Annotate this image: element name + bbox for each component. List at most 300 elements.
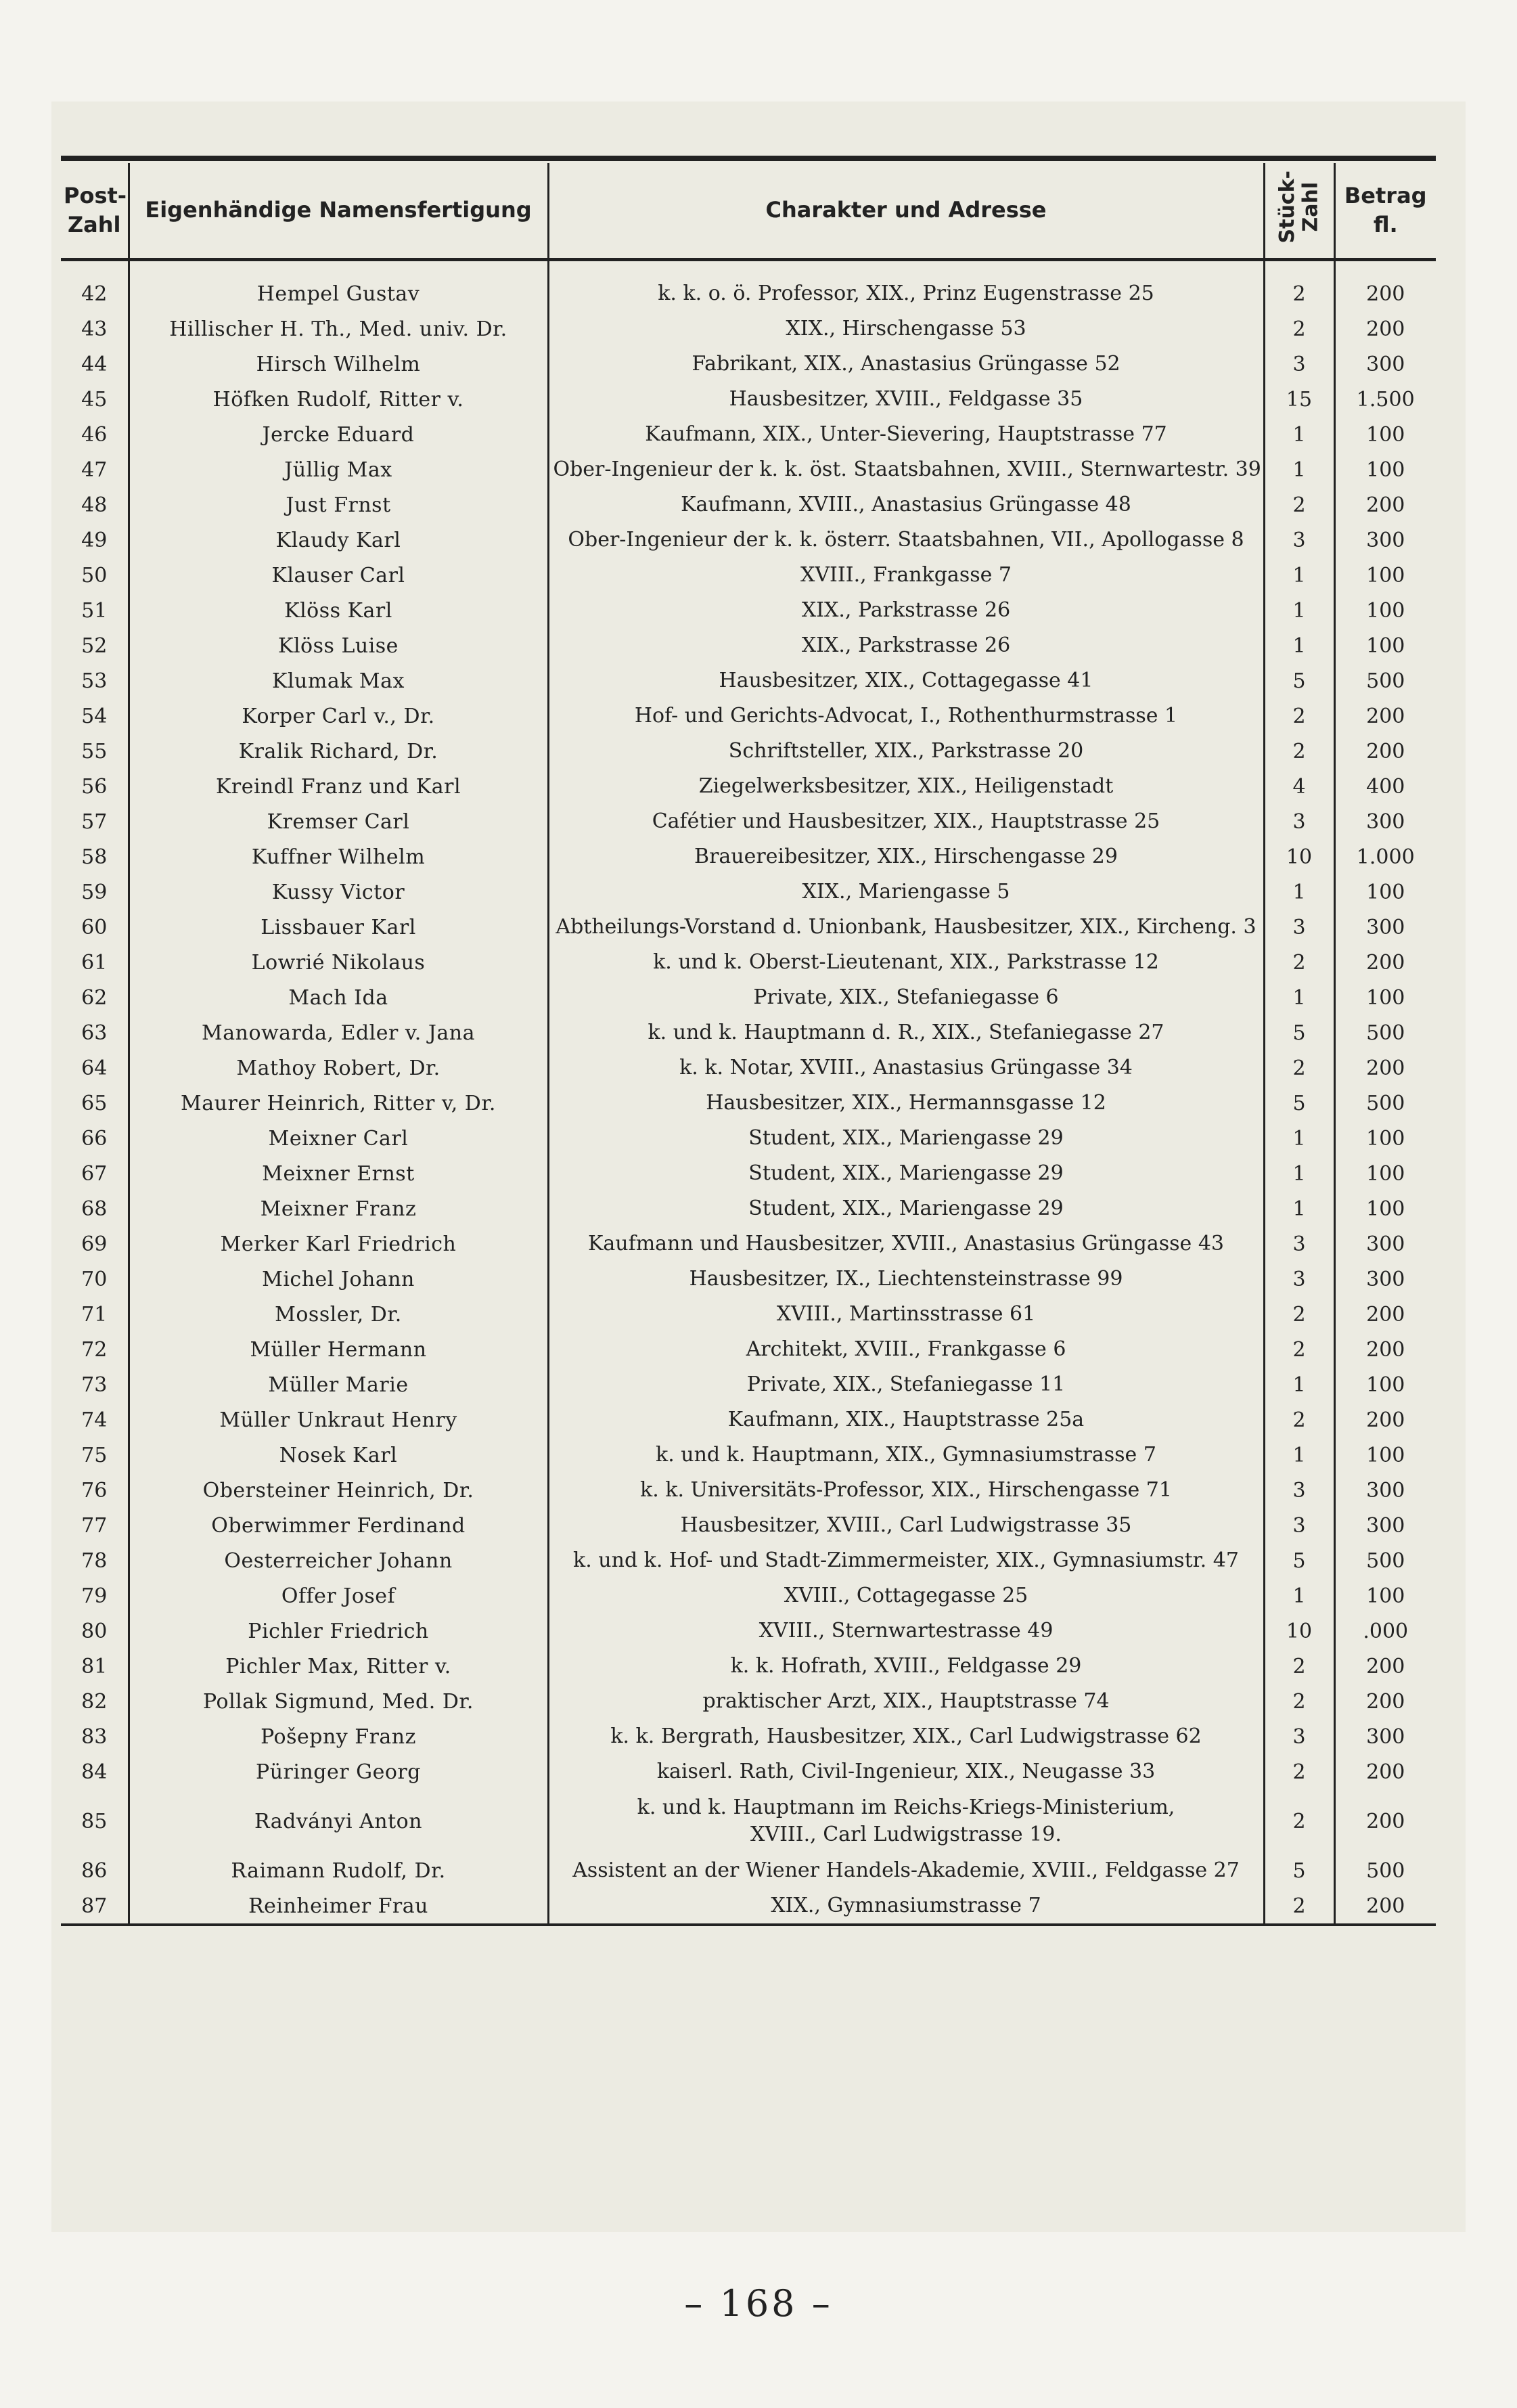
row-address — [548, 593, 1264, 628]
row-betrag: .000 — [1363, 1619, 1409, 1643]
row-address-line: k. und k. Oberst-Lieutenant, XIX., Parkstrasse 12 — [653, 950, 1159, 974]
row-post-zahl: 49 — [61, 522, 129, 558]
row-name: Korper Carl v., Dr. — [129, 698, 548, 734]
table-row — [61, 1086, 1436, 1121]
row-post-zahl: 65 — [61, 1086, 129, 1121]
row-address-line: k. und k. Hauptmann d. R., XIX., Stefaniegasse 27 — [648, 1021, 1164, 1044]
row-post-zahl: 69 — [61, 1226, 129, 1262]
row-address-line: Kaufmann und Hausbesitzer, XVIII., Anastasius Grüngasse 43 — [588, 1232, 1224, 1255]
row-address-line: XIX., Mariengasse 5 — [802, 880, 1010, 904]
row-address-line: XVIII., Cottagegasse 25 — [784, 1584, 1028, 1607]
row-betrag: 300 — [1366, 809, 1405, 834]
table-row — [61, 839, 1436, 874]
table-body — [61, 260, 1436, 1924]
row-betrag: 300 — [1366, 352, 1405, 376]
row-post-zahl: 86 — [61, 1853, 129, 1888]
row-betrag: 200 — [1366, 1809, 1405, 1833]
row-betrag: 100 — [1366, 458, 1405, 482]
row-address — [548, 1297, 1264, 1332]
table-row — [61, 311, 1436, 347]
row-address-line: Ziegelwerksbesitzer, XIX., Heiligenstadt — [698, 774, 1114, 798]
row-post-zahl: 43 — [61, 311, 129, 347]
row-address — [548, 417, 1264, 452]
table-row — [61, 663, 1436, 698]
row-post-zahl: 56 — [61, 769, 129, 804]
row-post-zahl: 62 — [61, 980, 129, 1015]
row-name: Pichler Max, Ritter v. — [129, 1649, 548, 1684]
row-betrag: 100 — [1366, 598, 1405, 623]
row-address-line: XIX., Parkstrasse 26 — [801, 598, 1011, 622]
header-name: Eigenhändige Namensfertigung — [129, 163, 548, 260]
row-address — [548, 1719, 1264, 1754]
row-address-line: Cafétier und Hausbesitzer, XIX., Hauptstrasse 25 — [652, 809, 1160, 833]
row-stueck-zahl: 1 — [1264, 1437, 1334, 1473]
row-post-zahl: 82 — [61, 1684, 129, 1719]
row-stueck-zahl: 1 — [1264, 593, 1334, 628]
row-stueck-zahl: 2 — [1264, 260, 1334, 312]
row-stueck-zahl: 5 — [1264, 663, 1334, 698]
row-post-zahl: 61 — [61, 945, 129, 980]
row-stueck-zahl: 2 — [1264, 1684, 1334, 1719]
row-name: Reinheimer Frau — [129, 1888, 548, 1923]
row-name: Meixner Ernst — [129, 1156, 548, 1191]
row-name: Pollak Sigmund, Med. Dr. — [129, 1684, 548, 1719]
table-row — [61, 734, 1436, 769]
row-betrag: 100 — [1366, 563, 1405, 587]
table-row — [61, 1508, 1436, 1543]
row-address — [548, 1508, 1264, 1543]
row-betrag: 100 — [1366, 1443, 1405, 1467]
row-betrag: 500 — [1366, 1548, 1405, 1573]
row-betrag: 500 — [1366, 669, 1405, 693]
row-address-line: Student, XIX., Mariengasse 29 — [748, 1126, 1064, 1150]
row-address — [548, 1578, 1264, 1613]
table-row — [61, 874, 1436, 910]
row-name: Maurer Heinrich, Ritter v, Dr. — [129, 1086, 548, 1121]
row-post-zahl: 59 — [61, 874, 129, 910]
row-name: Kussy Victor — [129, 874, 548, 910]
row-stueck-zahl: 1 — [1264, 417, 1334, 452]
row-betrag: 100 — [1366, 1126, 1405, 1151]
row-stueck-zahl: 2 — [1264, 1754, 1334, 1789]
row-address — [548, 1853, 1264, 1888]
row-name: Offer Josef — [129, 1578, 548, 1613]
row-name: Müller Marie — [129, 1367, 548, 1402]
row-address-line: k. und k. Hof- und Stadt-Zimmermeister, XIX., Gymnasiumstr. 47 — [573, 1548, 1239, 1572]
row-address — [548, 1684, 1264, 1719]
row-name: Müller Unkraut Henry — [129, 1402, 548, 1437]
table-bottom-rule — [61, 1923, 1436, 1926]
row-address-line: XIX., Gymnasiumstrasse 7 — [771, 1894, 1041, 1917]
row-post-zahl: 72 — [61, 1332, 129, 1367]
row-betrag: 100 — [1366, 633, 1405, 658]
row-stueck-zahl: 5 — [1264, 1853, 1334, 1888]
row-post-zahl: 52 — [61, 628, 129, 663]
row-betrag: 200 — [1366, 1760, 1405, 1784]
row-name: Mach Ida — [129, 980, 548, 1015]
table-row — [61, 1262, 1436, 1297]
row-name: Klaudy Karl — [129, 522, 548, 558]
table-row — [61, 522, 1436, 558]
row-address — [548, 910, 1264, 945]
row-stueck-zahl: 15 — [1264, 382, 1334, 417]
row-address-line: Hausbesitzer, XIX., Hermannsgasse 12 — [706, 1091, 1106, 1115]
row-address-line: XIX., Parkstrasse 26 — [801, 633, 1011, 657]
row-betrag: 200 — [1366, 1056, 1405, 1080]
row-stueck-zahl: 2 — [1264, 1332, 1334, 1367]
row-stueck-zahl: 3 — [1264, 1719, 1334, 1754]
row-address-line: k. k. Hofrath, XVIII., Feldgasse 29 — [730, 1654, 1082, 1678]
row-betrag: 200 — [1366, 1408, 1405, 1432]
row-name: Raimann Rudolf, Dr. — [129, 1853, 548, 1888]
row-name: Radványi Anton — [129, 1789, 548, 1853]
row-post-zahl: 81 — [61, 1649, 129, 1684]
row-betrag: 1.500 — [1356, 387, 1415, 411]
row-stueck-zahl: 2 — [1264, 1888, 1334, 1923]
row-betrag: 100 — [1366, 422, 1405, 447]
row-stueck-zahl: 3 — [1264, 1226, 1334, 1262]
row-betrag: 100 — [1366, 1373, 1405, 1397]
row-post-zahl: 63 — [61, 1015, 129, 1050]
row-address — [548, 769, 1264, 804]
row-name: Pichler Friedrich — [129, 1613, 548, 1649]
table-row — [61, 1684, 1436, 1719]
row-stueck-zahl: 1 — [1264, 1578, 1334, 1613]
row-address-line: k. und k. Hauptmann im Reichs-Kriegs-Ministerium, — [637, 1796, 1175, 1819]
row-stueck-zahl: 1 — [1264, 1121, 1334, 1156]
table-row — [61, 804, 1436, 839]
row-stueck-zahl: 2 — [1264, 1050, 1334, 1086]
table-row — [61, 487, 1436, 522]
table-row — [61, 769, 1436, 804]
row-address-line: XVIII., Frankgasse 7 — [800, 563, 1012, 587]
row-address — [548, 1402, 1264, 1437]
table-top-rule — [61, 156, 1436, 161]
row-stueck-zahl: 1 — [1264, 874, 1334, 910]
row-stueck-zahl: 2 — [1264, 1789, 1334, 1853]
row-address-line: Kaufmann, XIX., Hauptstrasse 25a — [727, 1408, 1085, 1431]
row-address — [548, 1367, 1264, 1402]
row-post-zahl: 58 — [61, 839, 129, 874]
row-post-zahl: 45 — [61, 382, 129, 417]
page-number: – 168 – — [684, 2282, 833, 2325]
table-row — [61, 1402, 1436, 1437]
table-row — [61, 1367, 1436, 1402]
row-address — [548, 311, 1264, 347]
row-name: Kuffner Wilhelm — [129, 839, 548, 874]
row-stueck-zahl: 1 — [1264, 558, 1334, 593]
row-address — [548, 980, 1264, 1015]
row-address — [548, 452, 1264, 487]
row-address-line: k. k. Notar, XVIII., Anastasius Grüngasse 34 — [679, 1056, 1133, 1079]
row-name: Oberwimmer Ferdinand — [129, 1508, 548, 1543]
row-stueck-zahl: 2 — [1264, 487, 1334, 522]
row-name: Klöss Karl — [129, 593, 548, 628]
table-row — [61, 1853, 1436, 1888]
row-address — [548, 628, 1264, 663]
row-address-line: XVIII., Sternwartestrasse 49 — [758, 1619, 1054, 1643]
table-row — [61, 1649, 1436, 1684]
table-row — [61, 1613, 1436, 1649]
row-betrag: 200 — [1366, 1302, 1405, 1326]
row-post-zahl: 44 — [61, 347, 129, 382]
table-row — [61, 1297, 1436, 1332]
row-betrag: 200 — [1366, 282, 1405, 306]
row-address — [548, 1754, 1264, 1789]
row-address — [548, 698, 1264, 734]
row-post-zahl: 68 — [61, 1191, 129, 1226]
row-name: Kreindl Franz und Karl — [129, 769, 548, 804]
row-post-zahl: 42 — [61, 260, 129, 312]
row-stueck-zahl: 1 — [1264, 1367, 1334, 1402]
row-address-line: praktischer Arzt, XIX., Hauptstrasse 74 — [702, 1689, 1110, 1713]
row-stueck-zahl: 2 — [1264, 1649, 1334, 1684]
row-stueck-zahl: 5 — [1264, 1015, 1334, 1050]
row-betrag: 400 — [1366, 774, 1405, 799]
table-row — [61, 260, 1436, 312]
header-address: Charakter und Adresse — [548, 163, 1264, 260]
row-betrag: 300 — [1366, 1232, 1405, 1256]
subscriber-table-wrap — [61, 156, 1436, 1926]
row-post-zahl: 83 — [61, 1719, 129, 1754]
row-post-zahl: 47 — [61, 452, 129, 487]
table-row — [61, 1121, 1436, 1156]
row-address-line: Architekt, XVIII., Frankgasse 6 — [746, 1337, 1066, 1361]
row-address — [548, 734, 1264, 769]
row-address — [548, 487, 1264, 522]
row-betrag: 100 — [1366, 985, 1405, 1010]
table-row — [61, 1332, 1436, 1367]
row-address-line: k. k. Bergrath, Hausbesitzer, XIX., Carl Ludwigstrasse 62 — [610, 1724, 1202, 1748]
table-row — [61, 1754, 1436, 1789]
row-stueck-zahl: 2 — [1264, 698, 1334, 734]
row-address — [548, 1226, 1264, 1262]
row-address-line: Fabrikant, XIX., Anastasius Grüngasse 52 — [692, 352, 1120, 376]
row-betrag: 100 — [1366, 1161, 1405, 1186]
row-stueck-zahl: 1 — [1264, 980, 1334, 1015]
row-name: Jüllig Max — [129, 452, 548, 487]
row-address-line: XVIII., Carl Ludwigstrasse 19. — [750, 1823, 1062, 1846]
row-name: Mossler, Dr. — [129, 1297, 548, 1332]
row-name: Meixner Franz — [129, 1191, 548, 1226]
row-name: Klöss Luise — [129, 628, 548, 663]
row-address — [548, 839, 1264, 874]
row-name: Just Frnst — [129, 487, 548, 522]
row-post-zahl: 67 — [61, 1156, 129, 1191]
row-address — [548, 804, 1264, 839]
row-name: Jercke Eduard — [129, 417, 548, 452]
row-post-zahl: 64 — [61, 1050, 129, 1086]
row-stueck-zahl: 2 — [1264, 311, 1334, 347]
table-row — [61, 382, 1436, 417]
row-stueck-zahl: 5 — [1264, 1543, 1334, 1578]
row-post-zahl: 55 — [61, 734, 129, 769]
row-address — [548, 260, 1264, 312]
table-row — [61, 1191, 1436, 1226]
row-name: Höfken Rudolf, Ritter v. — [129, 382, 548, 417]
row-betrag: 300 — [1366, 1513, 1405, 1538]
row-stueck-zahl: 3 — [1264, 1473, 1334, 1508]
table-row — [61, 628, 1436, 663]
row-name: Meixner Carl — [129, 1121, 548, 1156]
row-post-zahl: 71 — [61, 1297, 129, 1332]
row-stueck-zahl: 2 — [1264, 1402, 1334, 1437]
row-address — [548, 1543, 1264, 1578]
row-address-line: Abtheilungs-Vorstand d. Unionbank, Hausbesitzer, XIX., Kircheng. 3 — [556, 915, 1256, 939]
table-row — [61, 347, 1436, 382]
row-address — [548, 522, 1264, 558]
row-address-line: Private, XIX., Stefaniegasse 6 — [753, 985, 1059, 1009]
row-name: Klumak Max — [129, 663, 548, 698]
table-row — [61, 452, 1436, 487]
row-betrag: 200 — [1366, 1894, 1405, 1918]
row-address-line: Schriftsteller, XIX., Parkstrasse 20 — [728, 739, 1084, 763]
row-post-zahl: 60 — [61, 910, 129, 945]
row-betrag: 200 — [1366, 317, 1405, 341]
row-post-zahl: 46 — [61, 417, 129, 452]
row-address-line: Kaufmann, XVIII., Anastasius Grüngasse 48 — [681, 493, 1131, 516]
row-post-zahl: 50 — [61, 558, 129, 593]
row-betrag: 300 — [1366, 1478, 1405, 1502]
row-address-line: Brauereibesitzer, XIX., Hirschengasse 29 — [694, 845, 1118, 868]
row-post-zahl: 73 — [61, 1367, 129, 1402]
row-betrag: 300 — [1366, 528, 1405, 552]
row-stueck-zahl: 3 — [1264, 804, 1334, 839]
row-post-zahl: 77 — [61, 1508, 129, 1543]
row-post-zahl: 79 — [61, 1578, 129, 1613]
row-stueck-zahl: 4 — [1264, 769, 1334, 804]
row-address-line: Hausbesitzer, IX., Liechtensteinstrasse 99 — [689, 1267, 1123, 1291]
row-post-zahl: 76 — [61, 1473, 129, 1508]
row-address — [548, 1473, 1264, 1508]
row-address-line: Ober-Ingenieur der k. k. öst. Staatsbahnen, XVIII., Sternwartestr. 39 — [553, 458, 1261, 481]
table-row — [61, 910, 1436, 945]
row-name: Manowarda, Edler v. Jana — [129, 1015, 548, 1050]
row-address — [548, 1156, 1264, 1191]
table-row — [61, 980, 1436, 1015]
row-post-zahl: 53 — [61, 663, 129, 698]
row-betrag: 300 — [1366, 915, 1405, 939]
row-name: Oesterreicher Johann — [129, 1543, 548, 1578]
row-post-zahl: 84 — [61, 1754, 129, 1789]
row-address — [548, 558, 1264, 593]
row-address — [548, 1086, 1264, 1121]
row-address-line: Private, XIX., Stefaniegasse 11 — [746, 1373, 1066, 1396]
row-stueck-zahl: 1 — [1264, 1156, 1334, 1191]
row-betrag: 100 — [1366, 880, 1405, 904]
row-address — [548, 382, 1264, 417]
table-row — [61, 1437, 1436, 1473]
row-name: Nosek Karl — [129, 1437, 548, 1473]
row-name: Lissbauer Karl — [129, 910, 548, 945]
row-name: Müller Hermann — [129, 1332, 548, 1367]
row-address-line: kaiserl. Rath, Civil-Ingenieur, XIX., Neugasse 33 — [656, 1760, 1156, 1783]
row-address — [548, 347, 1264, 382]
table-row — [61, 1789, 1436, 1853]
table-row — [61, 1888, 1436, 1923]
row-stueck-zahl: 3 — [1264, 910, 1334, 945]
row-post-zahl: 78 — [61, 1543, 129, 1578]
table-row — [61, 1473, 1436, 1508]
row-address-line: Hausbesitzer, XVIII., Carl Ludwigstrasse 35 — [680, 1513, 1132, 1537]
row-address — [548, 1613, 1264, 1649]
row-name: Pošepny Franz — [129, 1719, 548, 1754]
row-name: Mathoy Robert, Dr. — [129, 1050, 548, 1086]
row-address — [548, 1050, 1264, 1086]
row-name: Hillischer H. Th., Med. univ. Dr. — [129, 311, 548, 347]
row-post-zahl: 70 — [61, 1262, 129, 1297]
row-stueck-zahl: 10 — [1264, 839, 1334, 874]
row-betrag: 200 — [1366, 704, 1405, 728]
row-name: Merker Karl Friedrich — [129, 1226, 548, 1262]
row-address — [548, 1888, 1264, 1923]
row-betrag: 200 — [1366, 1689, 1405, 1714]
row-stueck-zahl: 1 — [1264, 1191, 1334, 1226]
row-address — [548, 1121, 1264, 1156]
row-betrag: 200 — [1366, 1654, 1405, 1678]
row-betrag: 100 — [1366, 1584, 1405, 1608]
row-address-line: Hof- und Gerichts-Advocat, I., Rothenthurmstrasse 1 — [634, 704, 1178, 728]
row-post-zahl: 80 — [61, 1613, 129, 1649]
row-betrag: 500 — [1366, 1021, 1405, 1045]
row-address — [548, 1649, 1264, 1684]
row-name: Obersteiner Heinrich, Dr. — [129, 1473, 548, 1508]
row-address-line: k. und k. Hauptmann, XIX., Gymnasiumstrasse 7 — [656, 1443, 1156, 1467]
header-post-zahl: Post- Zahl — [61, 163, 129, 260]
subscriber-table — [61, 163, 1436, 1923]
row-stueck-zahl: 1 — [1264, 628, 1334, 663]
row-stueck-zahl: 2 — [1264, 945, 1334, 980]
row-address-line: Kaufmann, XIX., Unter-Sievering, Hauptstrasse 77 — [645, 422, 1167, 446]
row-name: Hirsch Wilhelm — [129, 347, 548, 382]
row-post-zahl: 87 — [61, 1888, 129, 1923]
row-post-zahl: 51 — [61, 593, 129, 628]
row-address-line: Ober-Ingenieur der k. k. österr. Staatsbahnen, VII., Apollogasse 8 — [568, 528, 1244, 552]
row-betrag: 200 — [1366, 739, 1405, 763]
row-address-line: Student, XIX., Mariengasse 29 — [748, 1197, 1064, 1220]
row-stueck-zahl: 1 — [1264, 452, 1334, 487]
row-post-zahl: 48 — [61, 487, 129, 522]
row-post-zahl: 75 — [61, 1437, 129, 1473]
table-row — [61, 1015, 1436, 1050]
row-betrag: 300 — [1366, 1724, 1405, 1749]
row-address-line: Hausbesitzer, XIX., Cottagegasse 41 — [719, 669, 1093, 692]
row-post-zahl: 66 — [61, 1121, 129, 1156]
row-betrag: 1.000 — [1356, 845, 1415, 869]
table-row — [61, 1543, 1436, 1578]
row-stueck-zahl: 10 — [1264, 1613, 1334, 1649]
row-betrag: 500 — [1366, 1091, 1405, 1115]
row-address — [548, 1437, 1264, 1473]
row-address — [548, 945, 1264, 980]
row-betrag: 200 — [1366, 493, 1405, 517]
row-address — [548, 1332, 1264, 1367]
row-address-line: Hausbesitzer, XVIII., Feldgasse 35 — [729, 387, 1083, 411]
row-stueck-zahl: 3 — [1264, 1262, 1334, 1297]
row-address-line: Assistent an der Wiener Handels-Akademie, XVIII., Feldgasse 27 — [572, 1858, 1240, 1882]
table-row — [61, 1156, 1436, 1191]
table-row — [61, 558, 1436, 593]
row-name: Püringer Georg — [129, 1754, 548, 1789]
row-address — [548, 1789, 1264, 1853]
table-row — [61, 417, 1436, 452]
header-row — [61, 163, 1436, 260]
row-betrag: 200 — [1366, 1337, 1405, 1362]
row-betrag: 300 — [1366, 1267, 1405, 1291]
row-stueck-zahl: 2 — [1264, 734, 1334, 769]
table-row — [61, 945, 1436, 980]
row-name: Kralik Richard, Dr. — [129, 734, 548, 769]
